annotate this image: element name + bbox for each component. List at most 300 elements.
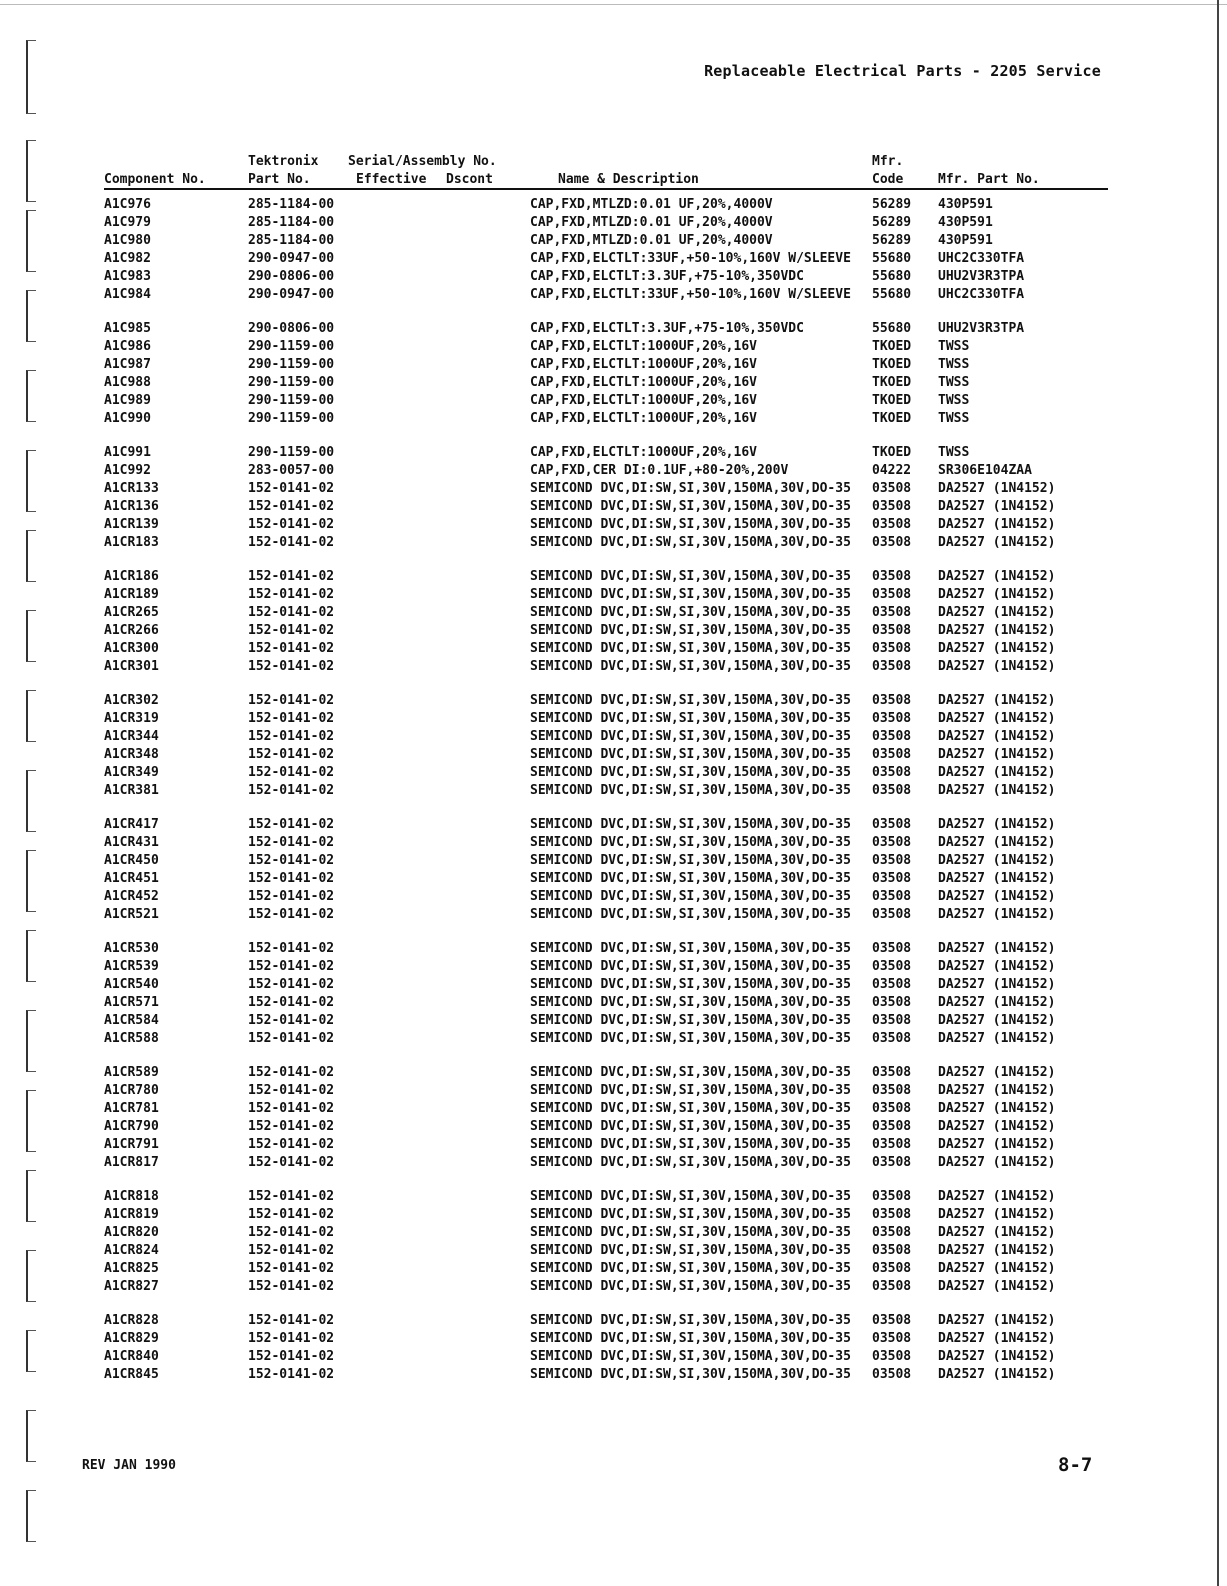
tektronix-part-no: 152-0141-02 — [248, 1349, 335, 1364]
component-no: A1C986 — [104, 339, 151, 354]
tektronix-part-no: 152-0141-02 — [248, 517, 335, 532]
binder-mark — [26, 1010, 36, 1072]
table-row — [104, 834, 1108, 852]
mfr-code: 03508 — [872, 1031, 912, 1046]
name-description: SEMICOND DVC,DI:SW,SI,30V,150MA,30V,DO-35 — [530, 481, 851, 496]
component-no: A1CR521 — [104, 907, 159, 922]
component-no: A1CR820 — [104, 1225, 159, 1240]
table-row — [104, 444, 1108, 462]
name-description: SEMICOND DVC,DI:SW,SI,30V,150MA,30V,DO-35 — [530, 1101, 851, 1116]
mfr-code: 03508 — [872, 1261, 912, 1276]
mfr-code: 03508 — [872, 1137, 912, 1152]
component-no: A1C979 — [104, 215, 151, 230]
table-row — [104, 250, 1108, 268]
tektronix-part-no: 152-0141-02 — [248, 569, 335, 584]
table-row — [104, 728, 1108, 746]
mfr-part-no: DA2527 (1N4152) — [938, 659, 1056, 674]
tektronix-part-no: 290-1159-00 — [248, 357, 335, 372]
mfr-code: 03508 — [872, 587, 912, 602]
component-no: A1CR186 — [104, 569, 159, 584]
mfr-part-no: TWSS — [938, 445, 970, 460]
parts-table — [104, 196, 1108, 1400]
name-description: CAP,FXD,ELCTLT:3.3UF,+75-10%,350VDC — [530, 269, 804, 284]
component-no: A1CR780 — [104, 1083, 159, 1098]
mfr-code: 03508 — [872, 747, 912, 762]
mfr-part-no: TWSS — [938, 393, 970, 408]
mfr-part-no: DA2527 (1N4152) — [938, 1083, 1056, 1098]
table-row — [104, 1242, 1108, 1260]
component-no: A1CR344 — [104, 729, 159, 744]
component-no: A1CR348 — [104, 747, 159, 762]
name-description: SEMICOND DVC,DI:SW,SI,30V,150MA,30V,DO-35 — [530, 1137, 851, 1152]
mfr-part-no: DA2527 (1N4152) — [938, 517, 1056, 532]
tektronix-part-no: 152-0141-02 — [248, 1119, 335, 1134]
binder-mark — [26, 1490, 36, 1542]
parts-group — [104, 444, 1108, 552]
mfr-code: 55680 — [872, 287, 912, 302]
mfr-code: 03508 — [872, 1101, 912, 1116]
col-mfr: Mfr. — [872, 154, 904, 169]
mfr-code: 04222 — [872, 463, 912, 478]
name-description: SEMICOND DVC,DI:SW,SI,30V,150MA,30V,DO-35 — [530, 1243, 851, 1258]
mfr-part-no: DA2527 (1N4152) — [938, 853, 1056, 868]
name-description: SEMICOND DVC,DI:SW,SI,30V,150MA,30V,DO-35 — [530, 977, 851, 992]
mfr-part-no: DA2527 (1N4152) — [938, 977, 1056, 992]
table-row — [104, 516, 1108, 534]
parts-group — [104, 568, 1108, 676]
mfr-code: 03508 — [872, 765, 912, 780]
binder-mark — [26, 370, 36, 422]
component-no: A1C989 — [104, 393, 151, 408]
component-no: A1CR540 — [104, 977, 159, 992]
table-row — [104, 1312, 1108, 1330]
binder-mark — [26, 1330, 36, 1372]
mfr-code: 03508 — [872, 783, 912, 798]
mfr-code: 03508 — [872, 1013, 912, 1028]
mfr-part-no: DA2527 (1N4152) — [938, 729, 1056, 744]
tektronix-part-no: 152-0141-02 — [248, 1065, 335, 1080]
mfr-part-no: DA2527 (1N4152) — [938, 569, 1056, 584]
component-no: A1C991 — [104, 445, 151, 460]
table-row — [104, 1064, 1108, 1082]
binder-mark — [26, 930, 36, 982]
mfr-part-no: DA2527 (1N4152) — [938, 783, 1056, 798]
table-row — [104, 692, 1108, 710]
mfr-code: 03508 — [872, 817, 912, 832]
mfr-part-no: DA2527 (1N4152) — [938, 1155, 1056, 1170]
tektronix-part-no: 152-0141-02 — [248, 783, 335, 798]
tektronix-part-no: 152-0141-02 — [248, 587, 335, 602]
binder-mark — [26, 1410, 36, 1462]
parts-group — [104, 1188, 1108, 1296]
component-no: A1CR300 — [104, 641, 159, 656]
parts-group — [104, 692, 1108, 800]
mfr-code: 03508 — [872, 535, 912, 550]
tektronix-part-no: 152-0141-02 — [248, 729, 335, 744]
name-description: SEMICOND DVC,DI:SW,SI,30V,150MA,30V,DO-35 — [530, 517, 851, 532]
table-row — [104, 196, 1108, 214]
name-description: CAP,FXD,ELCTLT:1000UF,20%,16V — [530, 375, 757, 390]
mfr-code: 03508 — [872, 853, 912, 868]
mfr-part-no: DA2527 (1N4152) — [938, 481, 1056, 496]
mfr-code: 03508 — [872, 1243, 912, 1258]
tektronix-part-no: 152-0141-02 — [248, 659, 335, 674]
table-row — [104, 816, 1108, 834]
table-row — [104, 1348, 1108, 1366]
mfr-part-no: DA2527 (1N4152) — [938, 889, 1056, 904]
table-row — [104, 374, 1108, 392]
table-row — [104, 1030, 1108, 1048]
tektronix-part-no: 152-0141-02 — [248, 995, 335, 1010]
mfr-part-no: DA2527 (1N4152) — [938, 1065, 1056, 1080]
parts-group — [104, 816, 1108, 924]
component-no: A1CR825 — [104, 1261, 159, 1276]
table-row — [104, 1278, 1108, 1296]
name-description: SEMICOND DVC,DI:SW,SI,30V,150MA,30V,DO-35 — [530, 747, 851, 762]
table-row — [104, 1118, 1108, 1136]
table-row — [104, 852, 1108, 870]
mfr-code: 03508 — [872, 1065, 912, 1080]
table-row — [104, 1136, 1108, 1154]
mfr-part-no: DA2527 (1N4152) — [938, 693, 1056, 708]
component-no: A1CR827 — [104, 1279, 159, 1294]
mfr-code: TKOED — [872, 339, 912, 354]
component-no: A1CR824 — [104, 1243, 159, 1258]
page-header-title: Replaceable Electrical Parts - 2205 Service — [704, 62, 1101, 80]
mfr-code: 03508 — [872, 1189, 912, 1204]
mfr-code: TKOED — [872, 445, 912, 460]
component-no: A1CR818 — [104, 1189, 159, 1204]
mfr-code: 55680 — [872, 251, 912, 266]
mfr-part-no: DA2527 (1N4152) — [938, 995, 1056, 1010]
table-row — [104, 1366, 1108, 1384]
component-no: A1CR791 — [104, 1137, 159, 1152]
binder-mark — [26, 40, 36, 114]
table-row — [104, 232, 1108, 250]
table-row — [104, 286, 1108, 304]
page-number: 8-7 — [1058, 1454, 1093, 1476]
table-row — [104, 1082, 1108, 1100]
col-serial-assembly: Serial/Assembly No. — [348, 154, 497, 169]
name-description: SEMICOND DVC,DI:SW,SI,30V,150MA,30V,DO-35 — [530, 729, 851, 744]
component-no: A1CR319 — [104, 711, 159, 726]
tektronix-part-no: 152-0141-02 — [248, 977, 335, 992]
tektronix-part-no: 290-0806-00 — [248, 269, 335, 284]
tektronix-part-no: 152-0141-02 — [248, 907, 335, 922]
table-row — [104, 1224, 1108, 1242]
component-no: A1CR819 — [104, 1207, 159, 1222]
component-no: A1CR451 — [104, 871, 159, 886]
tektronix-part-no: 152-0141-02 — [248, 941, 335, 956]
tektronix-part-no: 290-1159-00 — [248, 411, 335, 426]
table-row — [104, 586, 1108, 604]
mfr-code: TKOED — [872, 357, 912, 372]
name-description: SEMICOND DVC,DI:SW,SI,30V,150MA,30V,DO-35 — [530, 711, 851, 726]
binder-mark — [26, 530, 36, 582]
table-row — [104, 338, 1108, 356]
table-row — [104, 940, 1108, 958]
mfr-code: 03508 — [872, 1279, 912, 1294]
name-description: SEMICOND DVC,DI:SW,SI,30V,150MA,30V,DO-35 — [530, 765, 851, 780]
component-no: A1CR571 — [104, 995, 159, 1010]
name-description: CAP,FXD,ELCTLT:1000UF,20%,16V — [530, 339, 757, 354]
tektronix-part-no: 152-0141-02 — [248, 959, 335, 974]
component-no: A1CR829 — [104, 1331, 159, 1346]
name-description: CAP,FXD,ELCTLT:33UF,+50-10%,160V W/SLEEVE — [530, 251, 851, 266]
mfr-part-no: DA2527 (1N4152) — [938, 1331, 1056, 1346]
tektronix-part-no: 152-0141-02 — [248, 1013, 335, 1028]
mfr-part-no: 430P591 — [938, 215, 993, 230]
tektronix-part-no: 152-0141-02 — [248, 889, 335, 904]
binder-mark — [26, 210, 36, 272]
name-description: SEMICOND DVC,DI:SW,SI,30V,150MA,30V,DO-35 — [530, 1065, 851, 1080]
name-description: SEMICOND DVC,DI:SW,SI,30V,150MA,30V,DO-35 — [530, 835, 851, 850]
mfr-part-no: UHC2C330TFA — [938, 251, 1025, 266]
tektronix-part-no: 152-0141-02 — [248, 765, 335, 780]
tektronix-part-no: 152-0141-02 — [248, 1261, 335, 1276]
tektronix-part-no: 152-0141-02 — [248, 871, 335, 886]
table-row — [104, 746, 1108, 764]
tektronix-part-no: 152-0141-02 — [248, 1207, 335, 1222]
name-description: CAP,FXD,ELCTLT:1000UF,20%,16V — [530, 357, 757, 372]
table-row — [104, 888, 1108, 906]
mfr-part-no: DA2527 (1N4152) — [938, 1013, 1056, 1028]
table-row — [104, 214, 1108, 232]
tektronix-part-no: 290-1159-00 — [248, 393, 335, 408]
tektronix-part-no: 152-0141-02 — [248, 817, 335, 832]
tektronix-part-no: 152-0141-02 — [248, 1101, 335, 1116]
tektronix-part-no: 152-0141-02 — [248, 1279, 335, 1294]
mfr-part-no: DA2527 (1N4152) — [938, 765, 1056, 780]
table-row — [104, 462, 1108, 480]
mfr-part-no: UHU2V3R3TPA — [938, 269, 1025, 284]
col-tektronix: Tektronix — [248, 154, 319, 169]
name-description: SEMICOND DVC,DI:SW,SI,30V,150MA,30V,DO-35 — [530, 569, 851, 584]
table-row — [104, 622, 1108, 640]
name-description: SEMICOND DVC,DI:SW,SI,30V,150MA,30V,DO-35 — [530, 1279, 851, 1294]
component-no: A1CR431 — [104, 835, 159, 850]
name-description: SEMICOND DVC,DI:SW,SI,30V,150MA,30V,DO-35 — [530, 1119, 851, 1134]
tektronix-part-no: 285-1184-00 — [248, 233, 335, 248]
mfr-part-no: DA2527 (1N4152) — [938, 1031, 1056, 1046]
mfr-code: 03508 — [872, 499, 912, 514]
mfr-part-no: UHU2V3R3TPA — [938, 321, 1025, 336]
mfr-code: 03508 — [872, 1349, 912, 1364]
name-description: SEMICOND DVC,DI:SW,SI,30V,150MA,30V,DO-35 — [530, 1331, 851, 1346]
mfr-code: 03508 — [872, 907, 912, 922]
parts-group — [104, 1064, 1108, 1172]
col-name-description: Name & Description — [558, 172, 699, 187]
table-row — [104, 994, 1108, 1012]
component-no: A1CR301 — [104, 659, 159, 674]
table-row — [104, 958, 1108, 976]
table-row — [104, 410, 1108, 428]
mfr-code: 03508 — [872, 1083, 912, 1098]
component-no: A1CR530 — [104, 941, 159, 956]
name-description: CAP,FXD,ELCTLT:1000UF,20%,16V — [530, 393, 757, 408]
name-description: SEMICOND DVC,DI:SW,SI,30V,150MA,30V,DO-35 — [530, 889, 851, 904]
mfr-part-no: TWSS — [938, 411, 970, 426]
table-row — [104, 1330, 1108, 1348]
table-row — [104, 782, 1108, 800]
component-no: A1CR817 — [104, 1155, 159, 1170]
mfr-code: 55680 — [872, 321, 912, 336]
mfr-part-no: DA2527 (1N4152) — [938, 907, 1056, 922]
component-no: A1C985 — [104, 321, 151, 336]
mfr-part-no: SR306E104ZAA — [938, 463, 1032, 478]
tektronix-part-no: 290-1159-00 — [248, 339, 335, 354]
component-no: A1C976 — [104, 197, 151, 212]
mfr-part-no: DA2527 (1N4152) — [938, 623, 1056, 638]
mfr-part-no: DA2527 (1N4152) — [938, 817, 1056, 832]
mfr-code: 03508 — [872, 1155, 912, 1170]
mfr-part-no: DA2527 (1N4152) — [938, 587, 1056, 602]
mfr-part-no: DA2527 (1N4152) — [938, 499, 1056, 514]
component-no: A1CR781 — [104, 1101, 159, 1116]
mfr-code: 56289 — [872, 215, 912, 230]
component-no: A1CR189 — [104, 587, 159, 602]
table-row — [104, 320, 1108, 338]
component-no: A1C992 — [104, 463, 151, 478]
table-row — [104, 1188, 1108, 1206]
mfr-part-no: TWSS — [938, 357, 970, 372]
table-row — [104, 498, 1108, 516]
tektronix-part-no: 290-0947-00 — [248, 287, 335, 302]
binder-mark — [26, 1250, 36, 1302]
mfr-code: 03508 — [872, 659, 912, 674]
mfr-part-no: DA2527 (1N4152) — [938, 1137, 1056, 1152]
revision-label: REV JAN 1990 — [82, 1458, 176, 1473]
name-description: SEMICOND DVC,DI:SW,SI,30V,150MA,30V,DO-35 — [530, 1031, 851, 1046]
tektronix-part-no: 152-0141-02 — [248, 605, 335, 620]
mfr-part-no: DA2527 (1N4152) — [938, 1119, 1056, 1134]
mfr-part-no: DA2527 (1N4152) — [938, 1349, 1056, 1364]
name-description: SEMICOND DVC,DI:SW,SI,30V,150MA,30V,DO-35 — [530, 1313, 851, 1328]
table-row — [104, 356, 1108, 374]
mfr-code: 03508 — [872, 1313, 912, 1328]
mfr-code: 03508 — [872, 1119, 912, 1134]
table-row — [104, 1154, 1108, 1172]
binder-mark — [26, 140, 36, 202]
mfr-code: 03508 — [872, 959, 912, 974]
tektronix-part-no: 290-0947-00 — [248, 251, 335, 266]
name-description: SEMICOND DVC,DI:SW,SI,30V,150MA,30V,DO-35 — [530, 995, 851, 1010]
table-row — [104, 480, 1108, 498]
component-no: A1CR828 — [104, 1313, 159, 1328]
tektronix-part-no: 152-0141-02 — [248, 1137, 335, 1152]
mfr-code: 56289 — [872, 233, 912, 248]
mfr-code: 03508 — [872, 1367, 912, 1382]
mfr-part-no: DA2527 (1N4152) — [938, 1207, 1056, 1222]
mfr-code: 03508 — [872, 871, 912, 886]
name-description: SEMICOND DVC,DI:SW,SI,30V,150MA,30V,DO-35 — [530, 1013, 851, 1028]
tektronix-part-no: 152-0141-02 — [248, 481, 335, 496]
table-row — [104, 1012, 1108, 1030]
mfr-code: 03508 — [872, 605, 912, 620]
name-description: SEMICOND DVC,DI:SW,SI,30V,150MA,30V,DO-35 — [530, 783, 851, 798]
tektronix-part-no: 152-0141-02 — [248, 1031, 335, 1046]
col-component-no: Component No. — [104, 172, 206, 187]
parts-group — [104, 320, 1108, 428]
tektronix-part-no: 152-0141-02 — [248, 1331, 335, 1346]
tektronix-part-no: 285-1184-00 — [248, 215, 335, 230]
binder-mark — [26, 1090, 36, 1152]
component-no: A1CR584 — [104, 1013, 159, 1028]
name-description: SEMICOND DVC,DI:SW,SI,30V,150MA,30V,DO-35 — [530, 1083, 851, 1098]
table-row — [104, 534, 1108, 552]
name-description: SEMICOND DVC,DI:SW,SI,30V,150MA,30V,DO-35 — [530, 623, 851, 638]
mfr-part-no: UHC2C330TFA — [938, 287, 1025, 302]
name-description: SEMICOND DVC,DI:SW,SI,30V,150MA,30V,DO-35 — [530, 907, 851, 922]
table-row — [104, 658, 1108, 676]
name-description: SEMICOND DVC,DI:SW,SI,30V,150MA,30V,DO-35 — [530, 1225, 851, 1240]
name-description: CAP,FXD,MTLZD:0.01 UF,20%,4000V — [530, 197, 773, 212]
mfr-part-no: DA2527 (1N4152) — [938, 747, 1056, 762]
mfr-part-no: TWSS — [938, 375, 970, 390]
name-description: SEMICOND DVC,DI:SW,SI,30V,150MA,30V,DO-35 — [530, 605, 851, 620]
mfr-part-no: DA2527 (1N4152) — [938, 1225, 1056, 1240]
tektronix-part-no: 152-0141-02 — [248, 535, 335, 550]
name-description: CAP,FXD,ELCTLT:1000UF,20%,16V — [530, 411, 757, 426]
name-description: SEMICOND DVC,DI:SW,SI,30V,150MA,30V,DO-35 — [530, 1261, 851, 1276]
mfr-code: 03508 — [872, 517, 912, 532]
mfr-code: TKOED — [872, 393, 912, 408]
mfr-part-no: DA2527 (1N4152) — [938, 1279, 1056, 1294]
mfr-part-no: DA2527 (1N4152) — [938, 835, 1056, 850]
name-description: SEMICOND DVC,DI:SW,SI,30V,150MA,30V,DO-35 — [530, 641, 851, 656]
component-no: A1C984 — [104, 287, 151, 302]
component-no: A1CR588 — [104, 1031, 159, 1046]
table-row — [104, 710, 1108, 728]
mfr-part-no: DA2527 (1N4152) — [938, 641, 1056, 656]
name-description: CAP,FXD,ELCTLT:33UF,+50-10%,160V W/SLEEVE — [530, 287, 851, 302]
tektronix-part-no: 152-0141-02 — [248, 747, 335, 762]
mfr-code: 03508 — [872, 641, 912, 656]
name-description: SEMICOND DVC,DI:SW,SI,30V,150MA,30V,DO-35 — [530, 959, 851, 974]
component-no: A1C983 — [104, 269, 151, 284]
component-no: A1CR381 — [104, 783, 159, 798]
component-no: A1CR133 — [104, 481, 159, 496]
mfr-code: 03508 — [872, 729, 912, 744]
table-row — [104, 870, 1108, 888]
mfr-code: 56289 — [872, 197, 912, 212]
table-row — [104, 604, 1108, 622]
name-description: SEMICOND DVC,DI:SW,SI,30V,150MA,30V,DO-35 — [530, 871, 851, 886]
mfr-code: 03508 — [872, 623, 912, 638]
component-no: A1C987 — [104, 357, 151, 372]
name-description: CAP,FXD,CER DI:0.1UF,+80-20%,200V — [530, 463, 789, 478]
mfr-code: 55680 — [872, 269, 912, 284]
name-description: SEMICOND DVC,DI:SW,SI,30V,150MA,30V,DO-35 — [530, 1367, 851, 1382]
name-description: SEMICOND DVC,DI:SW,SI,30V,150MA,30V,DO-35 — [530, 853, 851, 868]
tektronix-part-no: 290-1159-00 — [248, 445, 335, 460]
table-row — [104, 764, 1108, 782]
tektronix-part-no: 152-0141-02 — [248, 853, 335, 868]
table-row — [104, 392, 1108, 410]
mfr-code: TKOED — [872, 375, 912, 390]
mfr-part-no: DA2527 (1N4152) — [938, 959, 1056, 974]
component-no: A1C980 — [104, 233, 151, 248]
component-no: A1CR539 — [104, 959, 159, 974]
mfr-code: TKOED — [872, 411, 912, 426]
mfr-code: 03508 — [872, 1207, 912, 1222]
component-no: A1C982 — [104, 251, 151, 266]
mfr-code: 03508 — [872, 835, 912, 850]
mfr-part-no: 430P591 — [938, 233, 993, 248]
name-description: SEMICOND DVC,DI:SW,SI,30V,150MA,30V,DO-35 — [530, 499, 851, 514]
parts-group — [104, 940, 1108, 1048]
tektronix-part-no: 152-0141-02 — [248, 1225, 335, 1240]
